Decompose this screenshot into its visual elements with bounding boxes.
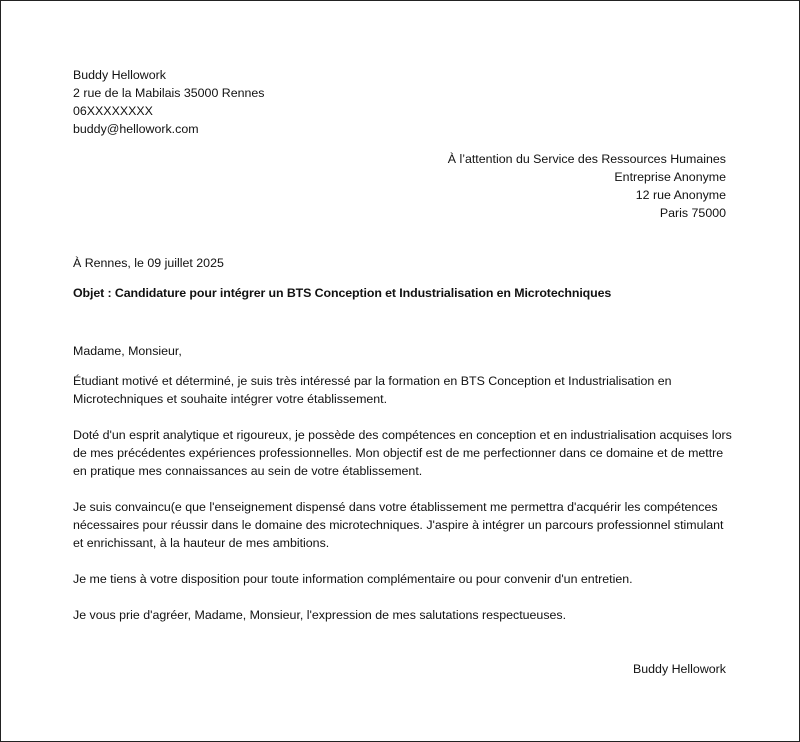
recipient-company: Entreprise Anonyme	[614, 170, 726, 184]
paragraph-intro: Étudiant motivé et déterminé, je suis très intéressé par la formation en BTS Conception et Industrialisation en Microtechniques et souhaite intégrer votre établissement.	[73, 374, 672, 406]
subject-line: Objet : Candidature pour intégrer un BTS Conception et Industrialisation en Microtechniques	[73, 286, 612, 300]
paragraph-skills: Doté d'un esprit analytique et rigoureux, je possède des compétences en conception et en industrialisation acquises lors de mes précédentes expériences professionnelles. Mon objectif est de me perfectionner dans ce domaine et de mettre en pratique mes connaissances au sein de votre établissement.	[73, 428, 732, 478]
sender-phone: 06XXXXXXXX	[73, 104, 153, 118]
recipient-street: 12 rue Anonyme	[635, 188, 726, 202]
salutation: Madame, Monsieur,	[73, 344, 182, 358]
sender-name: Buddy Hellowork	[73, 68, 166, 82]
sender-address: 2 rue de la Mabilais 35000 Rennes	[73, 86, 265, 100]
sender-email: buddy@hellowork.com	[73, 122, 199, 136]
paragraph-availability: Je me tiens à votre disposition pour toute information complémentaire ou pour convenir d'un entretien.	[73, 572, 633, 586]
paragraph-motivation: Je suis convaincu(e que l'enseignement dispensé dans votre établissement me permettra d'acquérir les compétences nécessaires pour réussir dans le domaine des microtechniques. J'aspire à intégrer un parcours professionnel stimulant et enrichissant, à la hauteur de mes ambitions.	[73, 500, 724, 550]
recipient-attention: À l’attention du Service des Ressources Humaines	[447, 152, 726, 166]
recipient-city: Paris 75000	[659, 206, 726, 220]
date-line: À Rennes, le 09 juillet 2025	[73, 256, 224, 270]
signature: Buddy Hellowork	[633, 662, 726, 676]
paragraph-closing: Je vous prie d'agréer, Madame, Monsieur, l'expression de mes salutations respectueuses.	[73, 608, 567, 622]
